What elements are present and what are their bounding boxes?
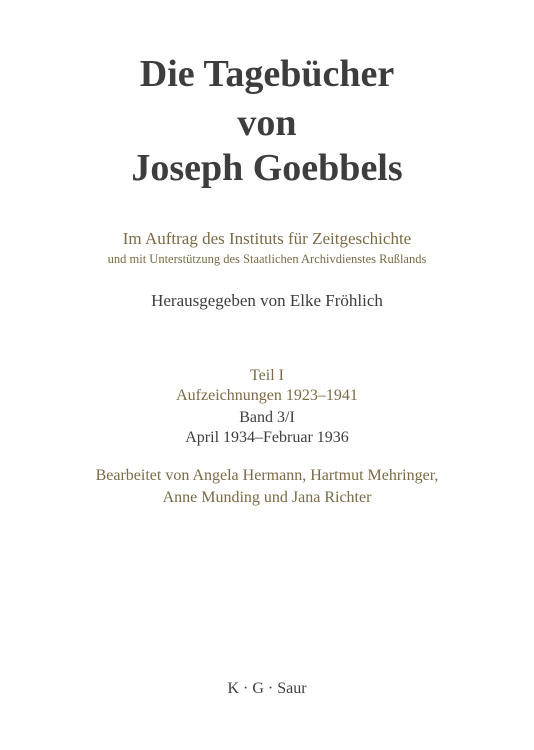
compilers-line-1: Bearbeitet von Angela Hermann, Hartmut Mehringer, [95, 467, 439, 484]
title-line-1: Die Tagebücher [139, 53, 395, 95]
title-line-2: von [237, 102, 297, 144]
volume-part: Teil I [250, 367, 284, 384]
publisher-name: K · G · Saur [227, 680, 307, 697]
title-line-3: Joseph Goebbels [131, 147, 403, 189]
auspices-line-2: und mit Unterstützung des Staatlichen Archivdienstes Rußlands [107, 252, 427, 266]
auspices-line-1: Im Auftrag des Instituts für Zeitgeschichte [122, 229, 412, 248]
compilers-line-2: Anne Munding und Jana Richter [162, 489, 372, 506]
volume-band: Band 3/I [239, 409, 295, 426]
volume-period: April 1934–Februar 1936 [185, 429, 349, 446]
volume-records: Aufzeichnungen 1923–1941 [176, 387, 358, 404]
editor-credit: Herausgegeben von Elke Fröhlich [151, 291, 383, 310]
